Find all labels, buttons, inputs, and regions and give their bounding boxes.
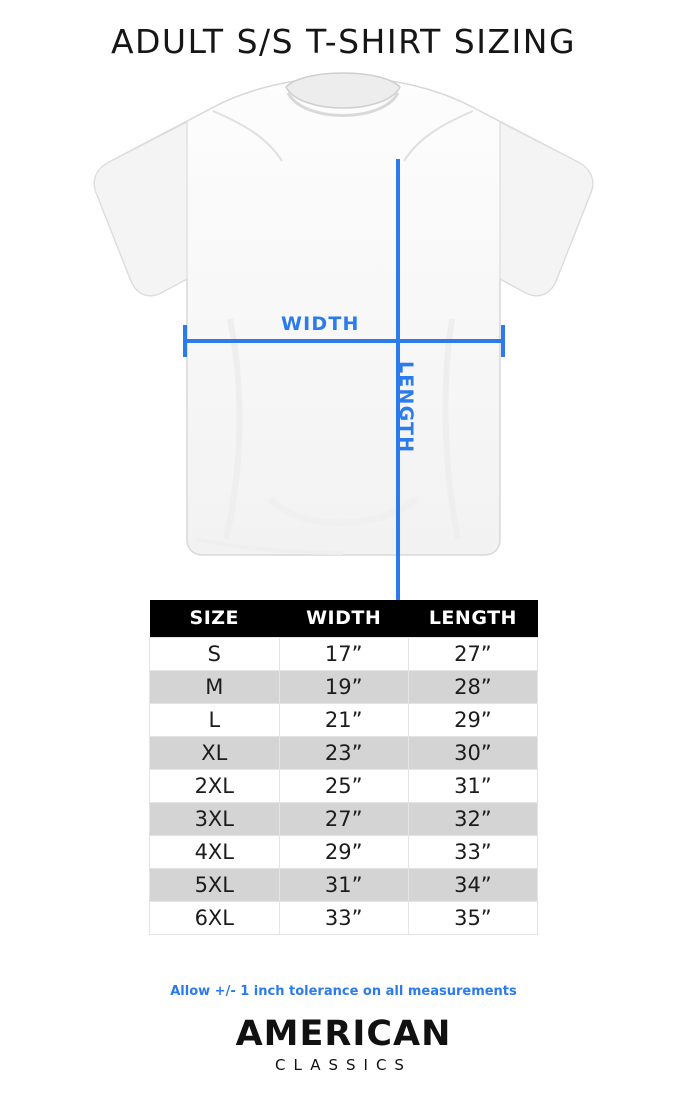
table-row [150, 836, 538, 869]
cell-width: 27” [279, 803, 408, 836]
cell-size: 3XL [150, 803, 280, 836]
page-title: ADULT S/S T-SHIRT SIZING [110, 22, 577, 61]
table-row [150, 869, 538, 902]
cell-width: 19” [279, 671, 408, 704]
cell-width: 33” [279, 902, 408, 935]
cell-width: 21” [279, 704, 408, 737]
cell-length: 35” [408, 902, 537, 935]
cell-length: 33” [408, 836, 537, 869]
length-label: LENGTH [395, 361, 417, 454]
table-row [150, 704, 538, 737]
cell-size: 2XL [150, 770, 280, 803]
tolerance-note: Allow +/- 1 inch tolerance on all measurements [170, 984, 517, 999]
table-row [150, 638, 538, 671]
column-header-length: LENGTH [408, 600, 537, 638]
table-header-row [150, 600, 538, 638]
cell-length: 34” [408, 869, 537, 902]
tshirt-diagram [0, 69, 687, 564]
cell-length: 28” [408, 671, 537, 704]
cell-width: 29” [279, 836, 408, 869]
cell-width: 31” [279, 869, 408, 902]
cell-size: L [150, 704, 280, 737]
table-row [150, 902, 538, 935]
cell-length: 27” [408, 638, 537, 671]
cell-width: 17” [279, 638, 408, 671]
cell-length: 32” [408, 803, 537, 836]
cell-width: 25” [279, 770, 408, 803]
width-measure-line [185, 339, 505, 343]
column-header-size: SIZE [150, 600, 280, 638]
column-header-width: WIDTH [279, 600, 408, 638]
cell-size: 6XL [150, 902, 280, 935]
cell-size: S [150, 638, 280, 671]
width-label: WIDTH [281, 313, 360, 335]
cell-length: 29” [408, 704, 537, 737]
cell-length: 30” [408, 737, 537, 770]
table-row [150, 671, 538, 704]
cell-size: XL [150, 737, 280, 770]
brand-name: AMERICAN [235, 1014, 452, 1054]
cell-length: 31” [408, 770, 537, 803]
table-row [150, 770, 538, 803]
table-row [150, 803, 538, 836]
table-row [150, 737, 538, 770]
cell-size: 5XL [150, 869, 280, 902]
cell-width: 23” [279, 737, 408, 770]
cell-size: M [150, 671, 280, 704]
brand-subtitle: CLASSICS [275, 1056, 412, 1074]
cell-size: 4XL [150, 836, 280, 869]
size-chart-table [149, 600, 538, 935]
